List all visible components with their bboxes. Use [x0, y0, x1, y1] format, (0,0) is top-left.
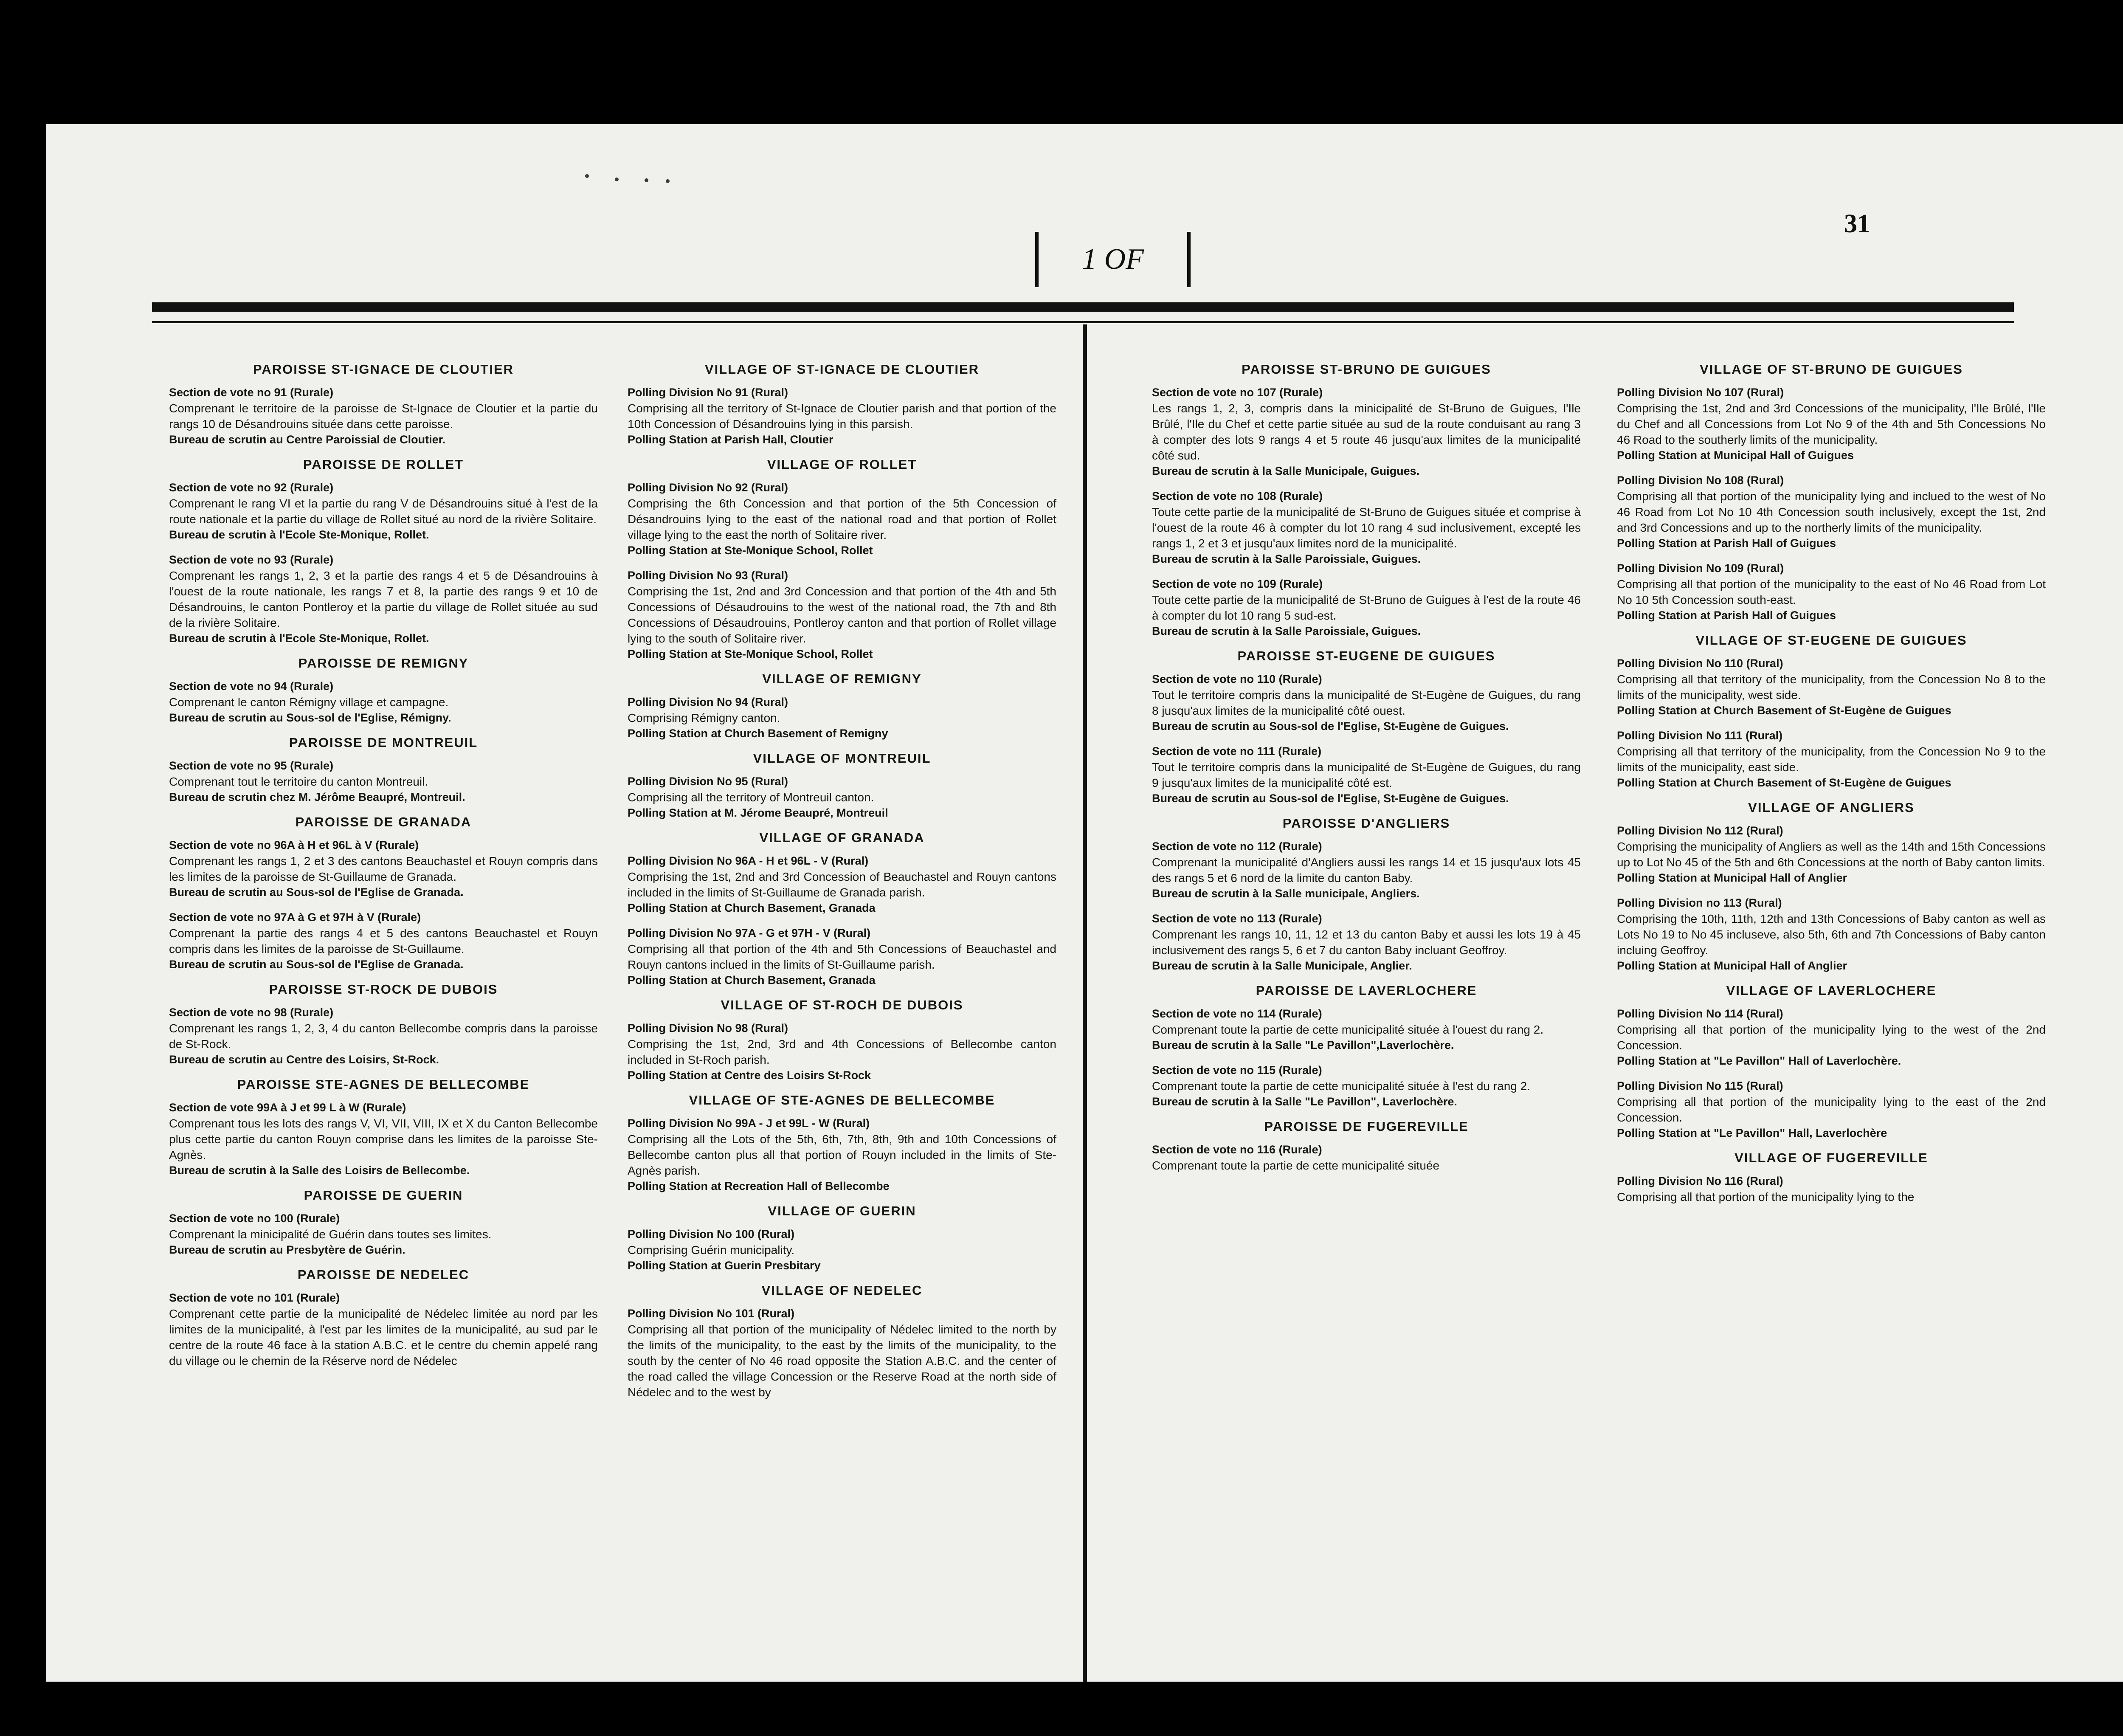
polling-entry: [1617, 823, 2046, 886]
entry-station: Polling Station at Parish Hall of Guigues: [1617, 537, 1836, 550]
section-heading: PAROISSE DE GUERIN: [304, 1188, 463, 1203]
polling-entry: [628, 385, 1056, 448]
entry-title: Section de vote no 107 (Rurale): [1152, 386, 1323, 399]
entry-body: Comprising all the territory of St-Ignace de Cloutier parish and that portion of the 10th Concession of Désandrouins lying in this parsish.: [628, 402, 1056, 431]
entry-body: Comprising Guérin municipality.: [628, 1243, 795, 1257]
polling-entry: [169, 758, 598, 805]
entry-body: Comprising all that territory of the municipality, from the Concession No 9 to the limits of the municipality, east side.: [1617, 745, 2046, 774]
entry-title: Polling Division No 95 (Rural): [628, 775, 788, 788]
page-number: 31: [1844, 209, 1870, 238]
column-english-right: [1617, 362, 2046, 1214]
entry-station: Polling Station at Church Basement, Granada: [628, 974, 876, 986]
section-heading: VILLAGE OF NEDELEC: [761, 1283, 923, 1298]
polling-entry: [1617, 656, 2046, 719]
polling-entry: [1152, 839, 1581, 902]
section-heading: PAROISSE DE FUGEREVILLE: [1264, 1119, 1469, 1134]
center-gutter-rule: [1083, 324, 1087, 1682]
scan-speck: [666, 179, 670, 183]
section-heading: PAROISSE D'ANGLIERS: [1282, 816, 1450, 831]
entry-station: Polling Station at "Le Pavillon" Hall of Laverlochère.: [1617, 1054, 1901, 1067]
polling-entry: [1617, 1173, 2046, 1205]
reel-label: 1 OF: [1035, 232, 1191, 287]
entry-station: Polling Station at Ste-Monique School, Rollet: [628, 648, 873, 660]
polling-entry: [1617, 1078, 2046, 1141]
section-heading: VILLAGE OF MONTREUIL: [753, 751, 931, 766]
polling-entry: [628, 568, 1056, 662]
entry-body: Comprenant les rangs 1, 2, 3, 4 du canton Bellecombe compris dans la paroisse de St-Rock.: [169, 1022, 598, 1051]
entry-body: Comprising all that portion of the municipality lying to the west of the 2nd Concession.: [1617, 1023, 2046, 1052]
entry-title: Polling Division No 97A - G et 97H - V (Rural): [628, 927, 871, 939]
polling-entry: [628, 1020, 1056, 1083]
entry-title: Section de vote no 110 (Rurale): [1152, 673, 1322, 685]
polling-entry: [169, 1290, 598, 1369]
entry-station: Polling Station at Parish Hall, Cloutier: [628, 433, 833, 446]
header-rule-thick: [152, 302, 2014, 312]
section-heading: PAROISSE DE NEDELEC: [297, 1267, 470, 1282]
entry-body: Comprenant la municipalité d'Angliers aussi les rangs 14 et 15 jusqu'aux lots 45 des rangs 5 et 6 nord de la limite du canton Baby.: [1152, 856, 1581, 885]
entry-body: Comprising the municipality of Angliers as well as the 14th and 15th Concessions up to Lot No 45 of the 5th and 6th Concessions at the north of Baby canton limits.: [1617, 840, 2046, 869]
entry-station: Polling Station at Municipal Hall of Anglier: [1617, 959, 1847, 972]
polling-entry: [1617, 895, 2046, 974]
entry-body: Comprenant le canton Rémigny village et campagne.: [169, 696, 449, 709]
entry-title: Section de vote no 96A à H et 96L à V (Rurale): [169, 839, 419, 851]
header-rule-thin: [152, 321, 2014, 323]
entry-title: Section de vote no 95 (Rurale): [169, 759, 334, 772]
entry-station: Polling Station at Church Basement of St-Eugène de Guigues: [1617, 704, 1951, 717]
entry-body: Comprising all that portion of the municipality lying to the: [1617, 1190, 1915, 1203]
entry-title: Section de vote no 108 (Rurale): [1152, 490, 1323, 502]
entry-title: Polling Division no 113 (Rural): [1617, 896, 1782, 909]
entry-station: Polling Station at Guerin Presbitary: [628, 1259, 821, 1272]
column-english-left: [628, 362, 1056, 1409]
section-heading: VILLAGE OF ROLLET: [767, 457, 917, 472]
polling-entry: [1152, 576, 1581, 639]
entry-title: Section de vote no 92 (Rurale): [169, 481, 334, 494]
entry-station: Polling Station at Recreation Hall of Bellecombe: [628, 1180, 890, 1192]
entry-title: Polling Division No 111 (Rural): [1617, 729, 1783, 742]
entry-body: Comprising the 1st, 2nd and 3rd Concession of Beauchastel and Rouyn cantons included in the limits of St-Guillaume de Granada parish.: [628, 870, 1056, 899]
entry-station: Bureau de scrutin au Presbytère de Guérin.: [169, 1243, 405, 1256]
polling-entry: [1152, 488, 1581, 567]
section-heading: VILLAGE OF ST-ROCH DE DUBOIS: [721, 998, 963, 1012]
polling-entry: [628, 694, 1056, 741]
entry-body: Comprenant tous les lots des rangs V, VI, VII, VIII, IX et X du Canton Bellecombe plus cette partie du canton Rouyn comprise dans les limites de la paroisse Ste-Agnès.: [169, 1117, 598, 1161]
scanned-page: [46, 124, 2123, 1682]
entry-station: Bureau de scrutin chez M. Jérôme Beaupré, Montreuil.: [169, 791, 465, 803]
polling-entry: [169, 552, 598, 646]
entry-title: Section de vote no 116 (Rurale): [1152, 1143, 1322, 1156]
entry-body: Comprenant toute la partie de cette municipalité située: [1152, 1159, 1440, 1172]
entry-station: Bureau de scrutin à l'Ecole Ste-Monique, Rollet.: [169, 632, 429, 645]
entry-station: Polling Station at Parish Hall of Guigues: [1617, 609, 1836, 622]
entry-title: Polling Division No 96A - H et 96L - V (Rural): [628, 854, 869, 867]
polling-entry: [169, 1100, 598, 1178]
entry-title: Polling Division No 91 (Rural): [628, 386, 788, 399]
entry-title: Polling Division No 107 (Rural): [1617, 386, 1784, 399]
entry-station: Bureau de scrutin au Centre Paroissial de Cloutier.: [169, 433, 446, 446]
entry-body: Tout le territoire compris dans la municipalité de St-Eugène de Guigues, du rang 9 jusqu'aux limites de la municipalité côté est.: [1152, 761, 1581, 789]
entry-body: Comprising all that portion of the 4th and 5th Concessions of Beauchastel and Rouyn cantons inclued in the limits of St-Guillaume parish.: [628, 942, 1056, 971]
polling-entry: [1617, 1006, 2046, 1069]
scan-speck: [585, 174, 589, 178]
entry-station: Polling Station at Church Basement of Remigny: [628, 727, 888, 740]
section-heading: PAROISSE STE-AGNES DE BELLECOMBE: [237, 1077, 530, 1092]
entry-station: Polling Station at Ste-Monique School, Rollet: [628, 544, 873, 557]
entry-title: Polling Division No 115 (Rural): [1617, 1079, 1783, 1092]
entry-station: Bureau de scrutin à l'Ecole Ste-Monique, Rollet.: [169, 528, 429, 541]
entry-body: Comprising the 1st, 2nd and 3rd Concessions of the municipality, l'Ile Brûlé, l'Ile du Chef and all Concessions from Lot No 9 of the 4th and 5th Concessions No 46 Road to the southerly limits of the municipality.: [1617, 402, 2046, 446]
section-heading: PAROISSE DE LAVERLOCHERE: [1256, 983, 1477, 998]
polling-entry: [169, 1005, 598, 1068]
entry-title: Section de vote no 93 (Rurale): [169, 553, 334, 566]
entry-body: Comprenant toute la partie de cette municipalité située à l'ouest du rang 2.: [1152, 1023, 1544, 1036]
entry-title: Polling Division No 116 (Rural): [1617, 1175, 1783, 1187]
polling-entry: [169, 1211, 598, 1258]
section-heading: VILLAGE OF GUERIN: [768, 1203, 916, 1218]
entry-body: Comprenant les rangs 10, 11, 12 et 13 du canton Baby et aussi les lots 19 à 45 inclusivement des rangs 5, 6 et 7 du canton Baby incluant Geoffroy.: [1152, 928, 1581, 957]
section-heading: VILLAGE OF ST-BRUNO DE GUIGUES: [1700, 362, 1963, 377]
entry-body: Comprising the 6th Concession and that portion of the 5th Concession of Désandrouins lying to the east of the national road and that portion of Rollet village lying to the east the north of Solitaire river.: [628, 497, 1056, 541]
entry-title: Polling Division No 92 (Rural): [628, 481, 788, 494]
polling-entry: [628, 1306, 1056, 1400]
entry-station: Polling Station at Church Basement, Granada: [628, 902, 876, 914]
polling-entry: [1152, 1142, 1581, 1173]
entry-title: Section de vote no 101 (Rurale): [169, 1291, 340, 1304]
polling-entry: [169, 837, 598, 900]
entry-station: Polling Station at "Le Pavillon" Hall, Laverlochère: [1617, 1127, 1887, 1139]
entry-title: Polling Division No 114 (Rural): [1617, 1007, 1783, 1020]
section-heading: VILLAGE OF LAVERLOCHERE: [1726, 983, 1937, 998]
entry-body: Comprising all the Lots of the 5th, 6th, 7th, 8th, 9th and 10th Concessions of Bellecombe canton plus all that portion of Rouyn included in the limits of Ste-Agnès parish.: [628, 1133, 1056, 1177]
polling-entry: [1152, 385, 1581, 479]
entry-title: Section de vote no 98 (Rurale): [169, 1006, 334, 1019]
section-heading: VILLAGE OF ST-EUGENE DE GUIGUES: [1695, 633, 1967, 648]
entry-station: Polling Station at Municipal Hall of Anglier: [1617, 871, 1847, 884]
section-heading: PAROISSE DE ROLLET: [303, 457, 464, 472]
section-heading: VILLAGE OF GRANADA: [759, 830, 925, 845]
section-heading: VILLAGE OF FUGEREVILLE: [1734, 1150, 1928, 1165]
polling-entry: [1617, 385, 2046, 463]
entry-body: Comprising Rémigny canton.: [628, 711, 780, 724]
polling-entry: [1617, 473, 2046, 551]
entry-title: Polling Division No 99A - J et 99L - W (Rural): [628, 1117, 870, 1130]
entry-title: Section de vote no 111 (Rurale): [1152, 745, 1322, 758]
polling-entry: [169, 910, 598, 972]
section-heading: PAROISSE ST-ROCK DE DUBOIS: [269, 982, 498, 997]
entry-station: Bureau de scrutin au Sous-sol de l'Eglise de Granada.: [169, 886, 464, 899]
entry-station: Bureau de scrutin à la Salle Municipale, Guigues.: [1152, 465, 1420, 477]
polling-entry: [169, 679, 598, 726]
section-heading: PAROISSE ST-EUGENE DE GUIGUES: [1237, 648, 1495, 663]
polling-entry: [1152, 744, 1581, 806]
entry-title: Polling Division No 112 (Rural): [1617, 824, 1783, 837]
entry-body: Les rangs 1, 2, 3, compris dans la minicipalité de St-Bruno de Guigues, l'Ile Brûlé, l'Ile du Chef et cette partie située au sud de la route conduisant au rang 3 à compter des lots 9 rangs 4 et 5 route 46 jusqu'aux limites de la municipalité côté sud.: [1152, 402, 1581, 462]
entry-title: Polling Division No 109 (Rural): [1617, 562, 1784, 575]
entry-body: Comprenant la partie des rangs 4 et 5 des cantons Beauchastel et Rouyn compris dans les limites de la paroisse de St-Guillaume.: [169, 927, 598, 955]
entry-body: Comprising the 1st, 2nd and 3rd Concession and that portion of the 4th and 5th Concessions of Désaudrouins to the west of the national road, the 7th and 8th Concessions of Désaudrouins, Pontleroy canton and that portion of Rollet village lying to the south of Solitaire river.: [628, 585, 1056, 645]
section-heading: PAROISSE DE MONTREUIL: [289, 735, 478, 750]
entry-title: Polling Division No 100 (Rural): [628, 1228, 795, 1240]
entry-station: Bureau de scrutin au Sous-sol de l'Eglise, St-Eugène de Guigues.: [1152, 720, 1509, 733]
entry-title: Section de vote no 97A à G et 97H à V (Rurale): [169, 911, 421, 924]
entry-body: Toute cette partie de la municipalité de St-Bruno de Guigues située et comprise à l'ouest de la route 46 à compter du lot 10 rang 4 sud inclusivement, excepté les rangs 1, 2 et 3 et jusqu'aux limites nord de la municipalité.: [1152, 505, 1581, 550]
entry-body: Comprenant toute la partie de cette municipalité située à l'est du rang 2.: [1152, 1079, 1530, 1093]
entry-title: Section de vote no 113 (Rurale): [1152, 912, 1322, 925]
entry-body: Comprenant la minicipalité de Guérin dans toutes ses limites.: [169, 1228, 492, 1241]
entry-title: Section de vote no 114 (Rurale): [1152, 1007, 1322, 1020]
entry-body: Comprising all that portion of the municipality of Nédelec limited to the north by the limits of the municipality, to the east by the limits of the municipality, to the south by the center of No 46 road opposite the Station A.B.C. and the center of the road called the village Concession or the Reserve Road at the north side of Nédelec and to the west by: [628, 1323, 1056, 1399]
entry-station: Polling Station at M. Jérome Beaupré, Montreuil: [628, 806, 888, 819]
polling-entry: [628, 853, 1056, 916]
entry-body: Comprising all the territory of Montreuil canton.: [628, 791, 874, 804]
polling-entry: [169, 385, 598, 448]
entry-body: Comprising all that territory of the municipality, from the Concession No 8 to the limits of the municipality, west side.: [1617, 673, 2046, 702]
polling-entry: [1152, 911, 1581, 974]
entry-title: Section de vote no 100 (Rurale): [169, 1212, 340, 1225]
section-heading: VILLAGE OF REMIGNY: [762, 671, 922, 686]
polling-entry: [628, 774, 1056, 821]
entry-station: Bureau de scrutin à la Salle "Le Pavillon", Laverlochère.: [1152, 1095, 1457, 1108]
polling-entry: [628, 480, 1056, 558]
column-french-left: [169, 362, 598, 1378]
entry-title: Polling Division No 108 (Rural): [1617, 474, 1784, 487]
entry-station: Bureau de scrutin à la Salle "Le Pavillon",Laverlochère.: [1152, 1039, 1454, 1051]
entry-station: Bureau de scrutin au Sous-sol de l'Eglise de Granada.: [169, 958, 464, 971]
section-heading: PAROISSE ST-IGNACE DE CLOUTIER: [253, 362, 514, 377]
entry-body: Comprenant cette partie de la municipalité de Nédelec limitée au nord par les limites de la municipalité, à l'est par les limites de la municipalité, au sud par le centre de la route 46 face à la station A.B.C. et le centre du chemin appelé rang du village ou le chemin de la Réserve nord de Nédelec: [169, 1307, 598, 1367]
entry-body: Comprising all that portion of the municipality lying and inclued to the west of No 46 Road from Lot No 10 4th Concession south inclusively, except the 1st, 2nd and 3rd Concessions and up to the northerly limits of the municipality.: [1617, 490, 2046, 534]
entry-body: Comprenant les rangs 1, 2 et 3 des cantons Beauchastel et Rouyn compris dans les limites de la paroisse de St-Guillaume de Granada.: [169, 854, 598, 883]
entry-title: Polling Division No 94 (Rural): [628, 696, 788, 708]
polling-entry: [628, 1116, 1056, 1194]
entry-title: Section de vote no 112 (Rurale): [1152, 840, 1322, 853]
entry-title: Section de vote no 109 (Rurale): [1152, 578, 1323, 590]
entry-body: Tout le territoire compris dans la municipalité de St-Eugène de Guigues, du rang 8 jusqu'aux limites de la municipalité côté ouest.: [1152, 688, 1581, 717]
section-heading: VILLAGE OF STE-AGNES DE BELLECOMBE: [689, 1093, 995, 1108]
scan-speck: [615, 178, 619, 181]
polling-entry: [169, 480, 598, 543]
polling-entry: [1152, 1062, 1581, 1110]
section-heading: VILLAGE OF ST-IGNACE DE CLOUTIER: [704, 362, 980, 377]
entry-station: Bureau de scrutin à la Salle municipale, Angliers.: [1152, 887, 1420, 900]
scan-speck: [645, 178, 648, 182]
entry-title: Section de vote no 115 (Rurale): [1152, 1064, 1322, 1077]
section-heading: VILLAGE OF ANGLIERS: [1748, 800, 1915, 815]
entry-body: Comprenant le territoire de la paroisse de St-Ignace de Cloutier et la partie du rangs 10 de Désandrouins située dans cette paroisse.: [169, 402, 598, 431]
entry-title: Polling Division No 101 (Rural): [628, 1307, 795, 1320]
entry-body: Comprising all that portion of the municipality lying to the east of the 2nd Concession.: [1617, 1095, 2046, 1124]
entry-station: Bureau de scrutin à la Salle Paroissiale, Guigues.: [1152, 625, 1421, 637]
entry-body: Comprenant les rangs 1, 2, 3 et la partie des rangs 4 et 5 de Désandrouins à l'ouest de la route nationale, les rangs 7 et 8, la partie des rangs 9 et 10 de Désandrouins, le canton Pontleroy et la partie du village de Rollet située au sud de la rivière Solitaire.: [169, 569, 598, 629]
entry-title: Polling Division No 110 (Rural): [1617, 657, 1783, 670]
entry-station: Polling Station at Centre des Loisirs St-Rock: [628, 1069, 871, 1082]
polling-entry: [1617, 561, 2046, 623]
entry-body: Comprising the 1st, 2nd, 3rd and 4th Concessions of Bellecombe canton included in St-Roch parish.: [628, 1037, 1056, 1066]
entry-station: Bureau de scrutin au Sous-sol de l'Eglise, St-Eugène de Guigues.: [1152, 792, 1509, 805]
polling-entry: [628, 1226, 1056, 1274]
entry-body: Comprenant tout le territoire du canton Montreuil.: [169, 775, 428, 788]
entry-body: Toute cette partie de la municipalité de St-Bruno de Guigues à l'est de la route 46 à compter du lot 10 rang 5 sud-est.: [1152, 593, 1581, 622]
section-heading: PAROISSE DE GRANADA: [295, 814, 472, 829]
entry-title: Section de vote 99A à J et 99 L à W (Rurale): [169, 1101, 406, 1114]
polling-entry: [1152, 1006, 1581, 1053]
entry-title: Polling Division No 93 (Rural): [628, 569, 788, 582]
entry-station: Bureau de scrutin à la Salle Paroissiale, Guigues.: [1152, 552, 1421, 565]
entry-station: Bureau de scrutin au Centre des Loisirs, St-Rock.: [169, 1053, 439, 1066]
entry-station: Polling Station at Church Basement of St-Eugène de Guigues: [1617, 776, 1951, 789]
entry-station: Polling Station at Municipal Hall of Guigues: [1617, 449, 1854, 462]
section-heading: PAROISSE DE REMIGNY: [298, 656, 469, 671]
section-heading: PAROISSE ST-BRUNO DE GUIGUES: [1242, 362, 1491, 377]
polling-entry: [1617, 728, 2046, 791]
entry-station: Bureau de scrutin au Sous-sol de l'Eglise, Rémigny.: [169, 711, 451, 724]
entry-body: Comprenant le rang VI et la partie du rang V de Désandrouins situé à l'est de la route nationale et la partie du village de Rollet situé au nord de la rivière Solitaire.: [169, 497, 598, 526]
polling-entry: [628, 925, 1056, 988]
entry-title: Polling Division No 98 (Rural): [628, 1022, 788, 1034]
entry-station: Bureau de scrutin à la Salle des Loisirs de Bellecombe.: [169, 1164, 470, 1177]
entry-title: Section de vote no 94 (Rurale): [169, 680, 334, 693]
entry-title: Section de vote no 91 (Rurale): [169, 386, 334, 399]
polling-entry: [1152, 671, 1581, 734]
column-french-right: [1152, 362, 1581, 1183]
entry-station: Bureau de scrutin à la Salle Municipale, Anglier.: [1152, 959, 1412, 972]
entry-body: Comprising all that portion of the municipality to the east of No 46 Road from Lot No 10 5th Concession south-east.: [1617, 578, 2046, 606]
entry-body: Comprising the 10th, 11th, 12th and 13th Concessions of Baby canton as well as Lots No 19 to No 45 incluseve, also 5th, 6th and 7th Concessions of Baby canton incluing Geoffroy.: [1617, 912, 2046, 957]
